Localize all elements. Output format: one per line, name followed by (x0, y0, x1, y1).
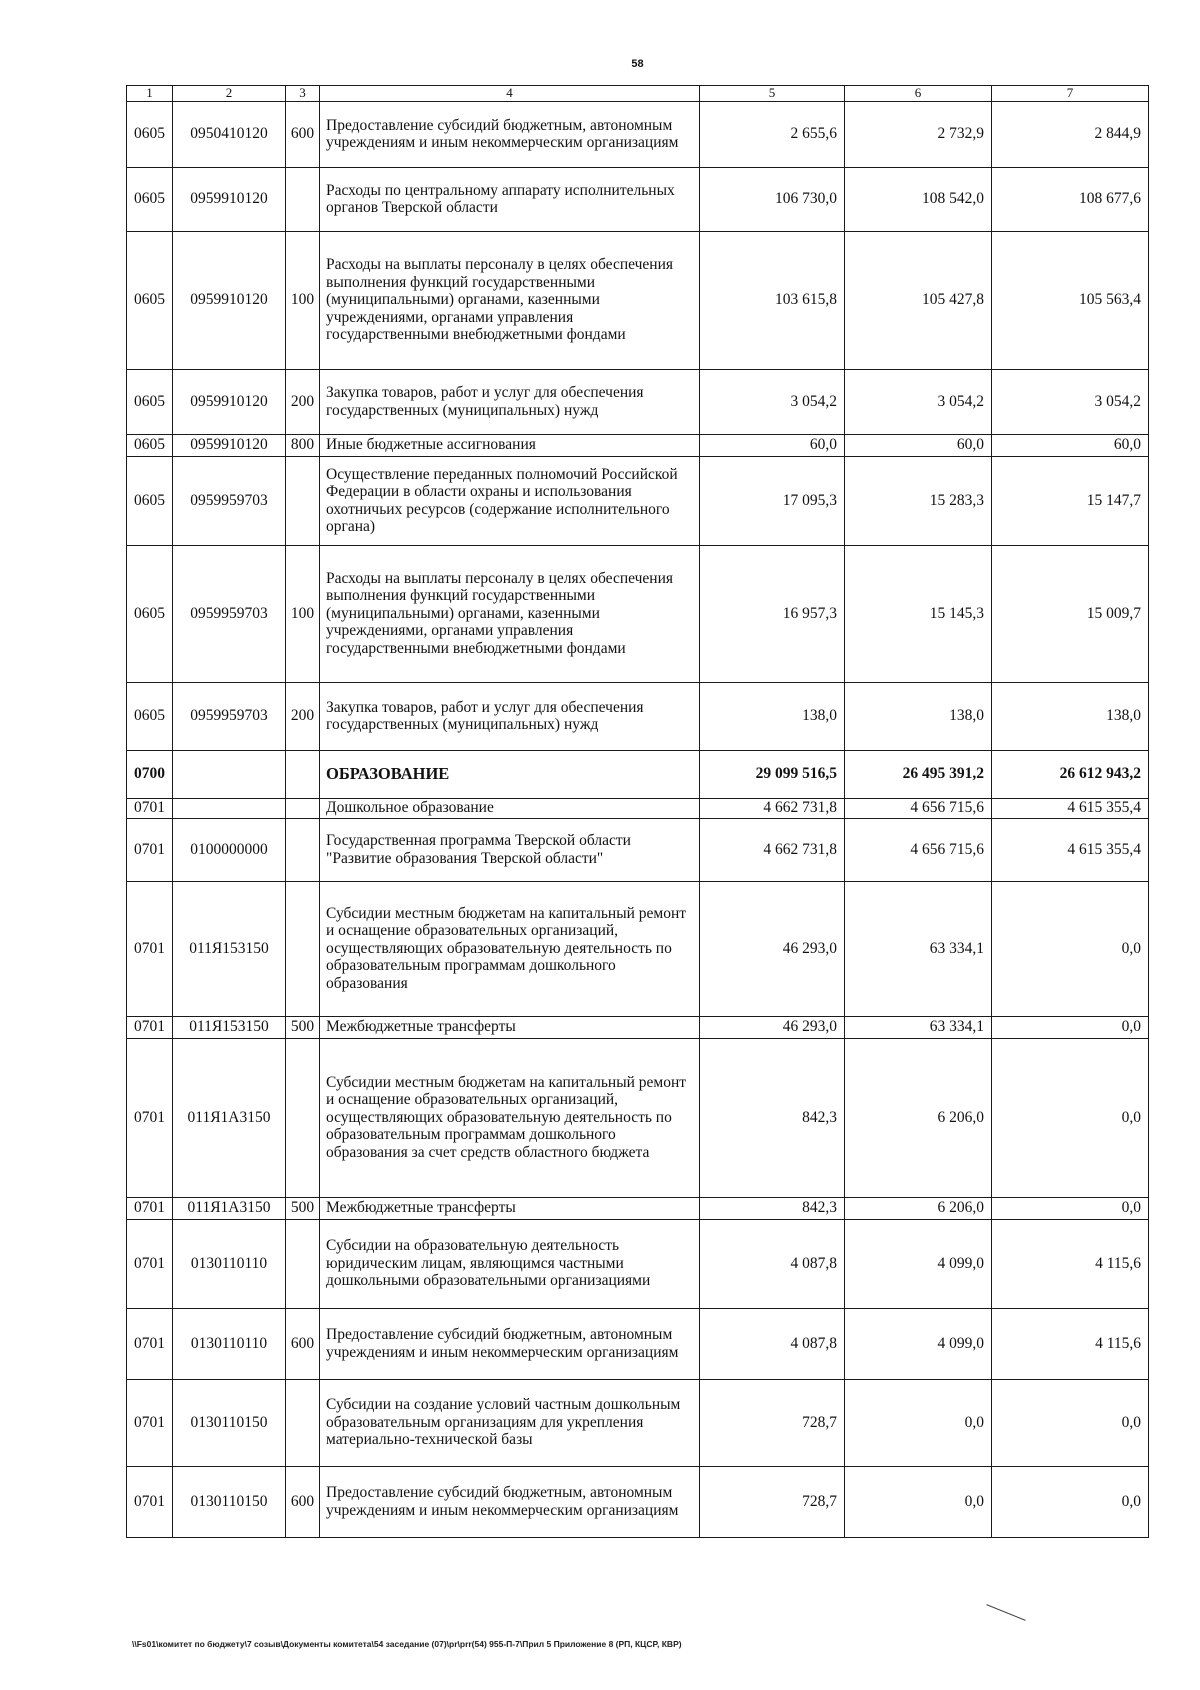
section-code: 0701 (127, 1016, 173, 1038)
amount-year-1: 842,3 (700, 1197, 845, 1219)
table-row (127, 1038, 1149, 1197)
amount-year-2: 60,0 (845, 434, 992, 456)
target-article-code: 011Я1А3150 (173, 1197, 286, 1219)
item-name: Предоставление субсидий бюджетным, автономным учреждениям и иным некоммерческим организациям (320, 101, 700, 167)
item-name: Субсидии на создание условий частным дошкольным образовательным организациям для укрепления материально-технической базы (320, 1379, 700, 1466)
item-name: Межбюджетные трансферты (320, 1016, 700, 1038)
table-row (127, 545, 1149, 682)
amount-year-3: 4 615 355,4 (992, 818, 1149, 881)
amount-year-3: 0,0 (992, 1016, 1149, 1038)
target-article-code: 0959959703 (173, 456, 286, 545)
item-name: Государственная программа Тверской области "Развитие образования Тверской области" (320, 818, 700, 881)
section-code: 0701 (127, 1219, 173, 1308)
amount-year-1: 728,7 (700, 1466, 845, 1537)
item-name: Предоставление субсидий бюджетным, автономным учреждениям и иным некоммерческим организациям (320, 1308, 700, 1379)
amount-year-2: 26 495 391,2 (845, 750, 992, 798)
amount-year-2: 15 283,3 (845, 456, 992, 545)
amount-year-2: 2 732,9 (845, 101, 992, 167)
amount-year-2: 15 145,3 (845, 545, 992, 682)
section-code: 0605 (127, 167, 173, 231)
amount-year-3: 0,0 (992, 1197, 1149, 1219)
amount-year-3: 0,0 (992, 881, 1149, 1016)
table-row (127, 682, 1149, 750)
expense-type-code (286, 1038, 320, 1197)
table-row (127, 1197, 1149, 1219)
table-row (127, 1466, 1149, 1537)
table-row (127, 167, 1149, 231)
section-code: 0605 (127, 434, 173, 456)
expense-type-code (286, 167, 320, 231)
target-article-code: 0130110110 (173, 1219, 286, 1308)
target-article-code (173, 750, 286, 798)
item-name: ОБРАЗОВАНИЕ (320, 750, 700, 798)
target-article-code: 011Я153150 (173, 881, 286, 1016)
amount-year-2: 4 656 715,6 (845, 818, 992, 881)
item-name: Субсидии местным бюджетам на капитальный ремонт и оснащение образовательных организаций, осуществляющих образовательную деятельность по образовательным программам дошкольного образования за счет средств областного бюджета (320, 1038, 700, 1197)
amount-year-2: 63 334,1 (845, 881, 992, 1016)
section-code: 0700 (127, 750, 173, 798)
item-name: Иные бюджетные ассигнования (320, 434, 700, 456)
table-row (127, 1016, 1149, 1038)
section-code: 0605 (127, 545, 173, 682)
section-code: 0701 (127, 1038, 173, 1197)
header-col-1: 1 (127, 86, 173, 102)
amount-year-3: 15 009,7 (992, 545, 1149, 682)
amount-year-1: 842,3 (700, 1038, 845, 1197)
target-article-code: 011Я153150 (173, 1016, 286, 1038)
target-article-code: 0959959703 (173, 545, 286, 682)
section-code: 0701 (127, 1466, 173, 1537)
target-article-code: 0950410120 (173, 101, 286, 167)
amount-year-2: 0,0 (845, 1379, 992, 1466)
table-row (127, 456, 1149, 545)
item-name: Субсидии местным бюджетам на капитальный ремонт и оснащение образовательных организаций, осуществляющих образовательную деятельность по образовательным программам дошкольного образования (320, 881, 700, 1016)
section-code: 0701 (127, 1308, 173, 1379)
amount-year-3: 4 615 355,4 (992, 798, 1149, 818)
section-code: 0605 (127, 231, 173, 369)
expense-type-code: 200 (286, 682, 320, 750)
expense-type-code (286, 1379, 320, 1466)
amount-year-3: 0,0 (992, 1038, 1149, 1197)
amount-year-2: 108 542,0 (845, 167, 992, 231)
section-code: 0605 (127, 682, 173, 750)
budget-table (126, 85, 1149, 1538)
amount-year-1: 4 087,8 (700, 1308, 845, 1379)
table-row-section-total (127, 750, 1149, 798)
amount-year-2: 0,0 (845, 1466, 992, 1537)
target-article-code: 011Я1А3150 (173, 1038, 286, 1197)
expense-type-code: 500 (286, 1016, 320, 1038)
amount-year-3: 138,0 (992, 682, 1149, 750)
amount-year-3: 4 115,6 (992, 1308, 1149, 1379)
expense-type-code (286, 1219, 320, 1308)
expense-type-code: 200 (286, 369, 320, 434)
table-row (127, 434, 1149, 456)
item-name: Закупка товаров, работ и услуг для обеспечения государственных (муниципальных) нужд (320, 369, 700, 434)
section-code: 0701 (127, 798, 173, 818)
table-row (127, 101, 1149, 167)
header-col-2: 2 (173, 86, 286, 102)
amount-year-2: 63 334,1 (845, 1016, 992, 1038)
target-article-code (173, 798, 286, 818)
target-article-code: 0130110150 (173, 1466, 286, 1537)
table-row (127, 1379, 1149, 1466)
table-row (127, 818, 1149, 881)
amount-year-1: 138,0 (700, 682, 845, 750)
amount-year-2: 3 054,2 (845, 369, 992, 434)
header-col-4: 4 (320, 86, 700, 102)
expense-type-code: 600 (286, 1466, 320, 1537)
amount-year-3: 105 563,4 (992, 231, 1149, 369)
amount-year-1: 4 662 731,8 (700, 798, 845, 818)
section-code: 0701 (127, 881, 173, 1016)
amount-year-3: 3 054,2 (992, 369, 1149, 434)
amount-year-1: 17 095,3 (700, 456, 845, 545)
target-article-code: 0130110150 (173, 1379, 286, 1466)
item-name: Расходы на выплаты персоналу в целях обеспечения выполнения функций государственными (муниципальными) органами, казенными учреждениями, органами управления государственными внебюджетными фондами (320, 545, 700, 682)
expense-type-code: 600 (286, 1308, 320, 1379)
expense-type-code (286, 750, 320, 798)
target-article-code: 0100000000 (173, 818, 286, 881)
expense-type-code: 500 (286, 1197, 320, 1219)
amount-year-1: 60,0 (700, 434, 845, 456)
item-name: Осуществление переданных полномочий Российской Федерации в области охраны и использования охотничьих ресурсов (содержание исполнительного органа) (320, 456, 700, 545)
amount-year-1: 103 615,8 (700, 231, 845, 369)
target-article-code: 0959959703 (173, 682, 286, 750)
section-code: 0605 (127, 369, 173, 434)
table-row (127, 1219, 1149, 1308)
header-row (127, 86, 1149, 102)
amount-year-1: 728,7 (700, 1379, 845, 1466)
section-code: 0605 (127, 456, 173, 545)
expense-type-code: 100 (286, 231, 320, 369)
target-article-code: 0959910120 (173, 434, 286, 456)
amount-year-2: 4 099,0 (845, 1308, 992, 1379)
section-code: 0701 (127, 818, 173, 881)
expense-type-code (286, 798, 320, 818)
amount-year-3: 0,0 (992, 1466, 1149, 1537)
amount-year-1: 46 293,0 (700, 881, 845, 1016)
amount-year-3: 60,0 (992, 434, 1149, 456)
item-name: Расходы по центральному аппарату исполнительных органов Тверской области (320, 167, 700, 231)
amount-year-3: 2 844,9 (992, 101, 1149, 167)
amount-year-2: 6 206,0 (845, 1038, 992, 1197)
header-col-7: 7 (992, 86, 1149, 102)
amount-year-1: 4 662 731,8 (700, 818, 845, 881)
amount-year-3: 26 612 943,2 (992, 750, 1149, 798)
amount-year-1: 16 957,3 (700, 545, 845, 682)
amount-year-2: 4 656 715,6 (845, 798, 992, 818)
target-article-code: 0959910120 (173, 231, 286, 369)
table-row (127, 1308, 1149, 1379)
expense-type-code (286, 456, 320, 545)
table-row (127, 231, 1149, 369)
amount-year-3: 15 147,7 (992, 456, 1149, 545)
table-row (127, 881, 1149, 1016)
amount-year-1: 2 655,6 (700, 101, 845, 167)
header-col-3: 3 (286, 86, 320, 102)
amount-year-2: 138,0 (845, 682, 992, 750)
amount-year-2: 105 427,8 (845, 231, 992, 369)
amount-year-3: 0,0 (992, 1379, 1149, 1466)
item-name: Дошкольное образование (320, 798, 700, 818)
amount-year-3: 4 115,6 (992, 1219, 1149, 1308)
item-name: Закупка товаров, работ и услуг для обеспечения государственных (муниципальных) нужд (320, 682, 700, 750)
expense-type-code: 800 (286, 434, 320, 456)
table-row (127, 369, 1149, 434)
amount-year-2: 6 206,0 (845, 1197, 992, 1219)
target-article-code: 0959910120 (173, 167, 286, 231)
header-col-5: 5 (700, 86, 845, 102)
section-code: 0701 (127, 1379, 173, 1466)
header-col-6: 6 (845, 86, 992, 102)
target-article-code: 0130110110 (173, 1308, 286, 1379)
item-name: Межбюджетные трансферты (320, 1197, 700, 1219)
amount-year-1: 4 087,8 (700, 1219, 845, 1308)
expense-type-code (286, 818, 320, 881)
section-code: 0605 (127, 101, 173, 167)
expense-type-code: 600 (286, 101, 320, 167)
amount-year-1: 46 293,0 (700, 1016, 845, 1038)
expense-type-code (286, 881, 320, 1016)
table-row (127, 798, 1149, 818)
item-name: Предоставление субсидий бюджетным, автономным учреждениям и иным некоммерческим организациям (320, 1466, 700, 1537)
footer-file-path: \\Fs01\комитет по бюджету\7 созыв\Документы комитета\54 заседание (07)\pr\prr(54) 955-П-7\Прил 5 Приложение 8 (РП, КЦСР, КВР) (132, 1639, 682, 1649)
amount-year-2: 4 099,0 (845, 1219, 992, 1308)
section-code: 0701 (127, 1197, 173, 1219)
item-name: Расходы на выплаты персоналу в целях обеспечения выполнения функций государственными (муниципальными) органами, казенными учреждениями, органами управления государственными внебюджетными фондами (320, 231, 700, 369)
target-article-code: 0959910120 (173, 369, 286, 434)
amount-year-1: 106 730,0 (700, 167, 845, 231)
amount-year-1: 3 054,2 (700, 369, 845, 434)
page-number: 58 (631, 58, 644, 70)
amount-year-1: 29 099 516,5 (700, 750, 845, 798)
amount-year-3: 108 677,6 (992, 167, 1149, 231)
scan-mark (986, 1604, 1025, 1621)
expense-type-code: 100 (286, 545, 320, 682)
item-name: Субсидии на образовательную деятельность юридическим лицам, являющимся частными дошкольными образовательными организациями (320, 1219, 700, 1308)
